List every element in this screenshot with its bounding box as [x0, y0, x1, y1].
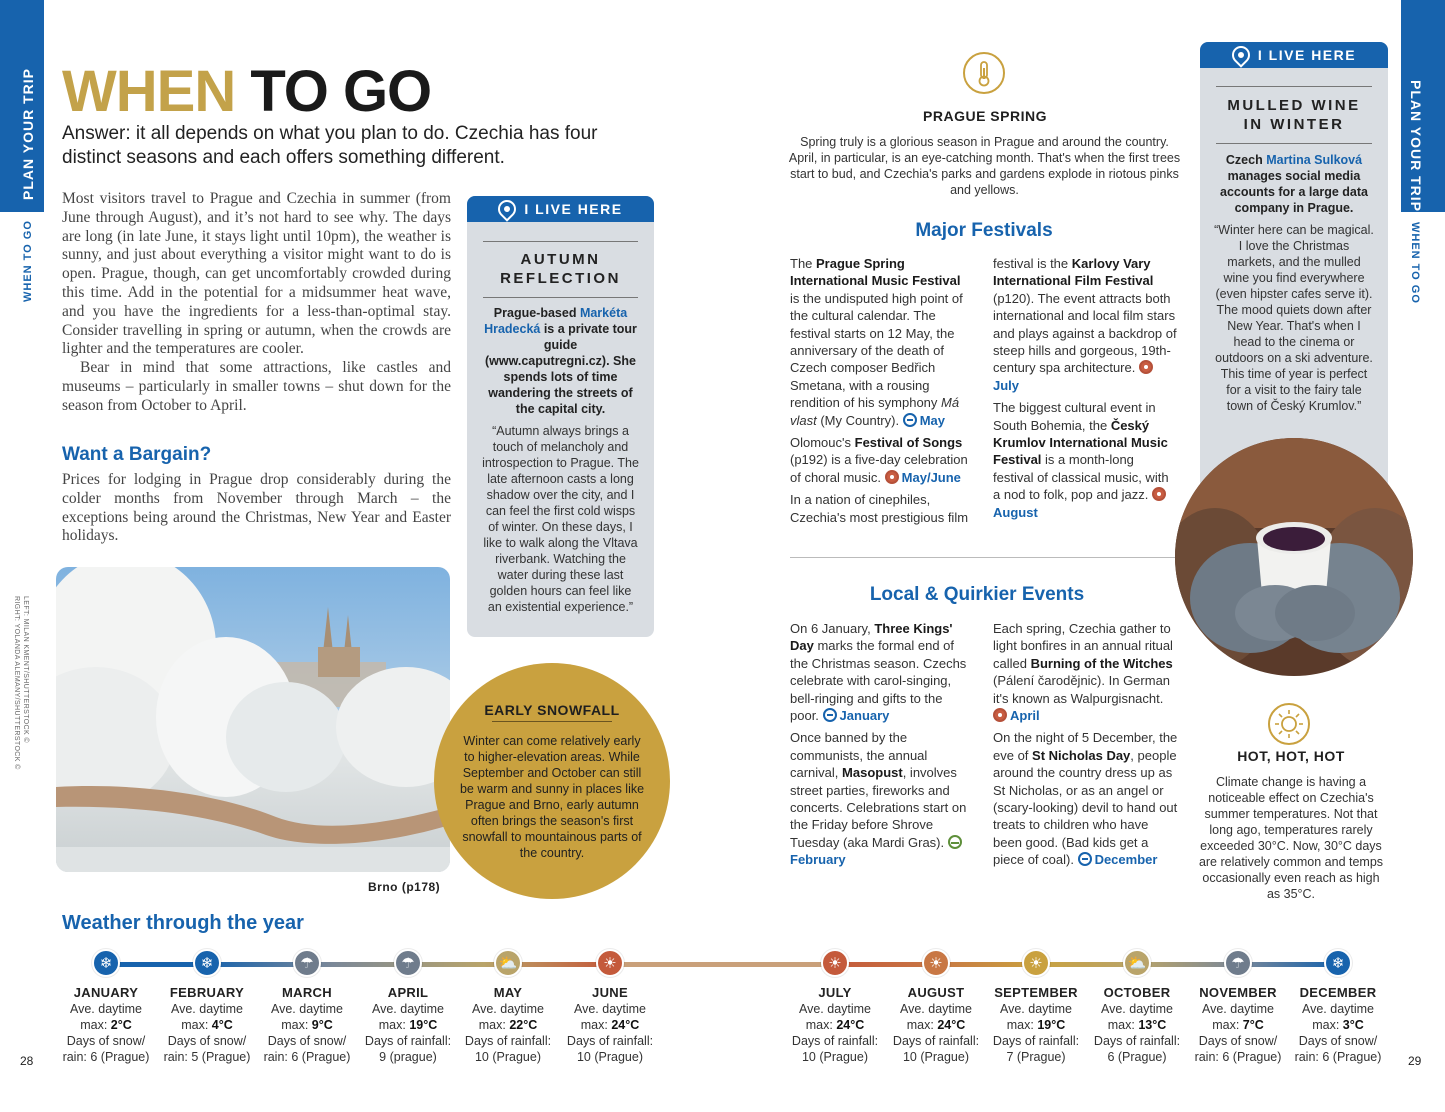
weather-month-november	[1190, 985, 1286, 1065]
max-temp-value: 24°C	[836, 1018, 865, 1032]
max-temp-value: 19°C	[409, 1018, 438, 1032]
mulled-wine-illustration	[1175, 438, 1413, 676]
max-temp-line	[1290, 1017, 1386, 1033]
text: The biggest cultural event in South Bohemia, the	[993, 400, 1156, 433]
month-name: NOVEMBER	[1199, 985, 1277, 1000]
month-tag: August	[993, 504, 1038, 520]
calendar-icon	[903, 413, 917, 427]
max-temp-value: 9°C	[311, 1018, 333, 1032]
weather-month-may	[460, 985, 556, 1065]
precip-value: 10 (Prague)	[902, 1050, 969, 1064]
brno-winter-photo	[56, 567, 450, 872]
winter-title-line2: IN WINTER	[1243, 116, 1345, 133]
weather-label: Ave. daytime	[69, 1002, 143, 1016]
page-title	[62, 58, 431, 125]
month-name: MAY	[493, 985, 523, 1000]
page-number-right: 29	[1408, 1054, 1422, 1068]
hot-text: Climate change is having a noticeable effect on Czechia's summer temperatures. Not that long ago, temperatures rarely exceeded 30°C. Now, 30°C days are relatively common and temps occasionally even reach as high as 35°C.	[1198, 775, 1384, 901]
max-temp-line	[888, 1017, 984, 1033]
autumn-title-line1: AUTUMN	[520, 251, 601, 268]
page-number-left: 28	[20, 1054, 34, 1068]
mulled-wine-photo	[1175, 438, 1413, 676]
guide-name: Markéta Hradecká	[484, 306, 628, 336]
weather-month-september	[988, 985, 1084, 1065]
max-temp-value: 19°C	[1037, 1018, 1066, 1032]
text: is a month-long festival of classical music, with a nod to folk, pop and jazz.	[993, 452, 1169, 503]
thermometer-glyph	[965, 54, 1003, 92]
festival-of-songs	[790, 434, 972, 486]
month-name: FEBRUARY	[169, 985, 245, 1000]
precip-value: 10 (Prague)	[474, 1050, 541, 1064]
month-tag: February	[790, 852, 846, 868]
local-events-column-2	[993, 620, 1179, 869]
month-name: APRIL	[387, 985, 429, 1000]
text: festival is the	[993, 256, 1072, 271]
event-name: Burning of the Witches	[1030, 655, 1173, 671]
body-text	[62, 190, 451, 416]
text: , people around the country dress up as St Nicholas, or as an angel or (scary-looking) devil to hand out treats to children who have been good. (Bad kids get a piece of coal).	[993, 747, 1178, 868]
text: On the night of 5 December, the eve of	[993, 730, 1178, 763]
text: The	[790, 256, 817, 271]
weather-label: Ave. daytime	[170, 1002, 244, 1016]
weather-timeline-right	[836, 962, 1338, 967]
sun-glyph	[1270, 705, 1308, 743]
photo-credit	[12, 596, 30, 770]
precip-label: Days of snow/	[267, 1034, 347, 1048]
intro-post: manages social media accounts for a large data company in Prague.	[1220, 169, 1368, 215]
event-st-nicholas	[993, 729, 1179, 868]
text: Each spring, Czechia gather to light bonfires in an annual ritual called	[993, 621, 1173, 671]
early-snowfall-circle	[434, 663, 670, 899]
weather-label: Ave. daytime	[999, 1002, 1073, 1016]
max-temp-value: 24°C	[937, 1018, 966, 1032]
major-festivals-column-2	[993, 255, 1177, 521]
precip-label: Days of snow/	[167, 1034, 247, 1048]
sun-cloud-icon: ⛅	[494, 949, 522, 977]
winter-quote: “Winter here can be magical. I love the Christmas markets, and the mulled wine you find everywhere (even hipster cafes serve it). The mood quiets down after New Year. That's when I head to the cinema or outdoors on a ski adventure. This time of year is perfect for a visit to the fairy tale town of Český Krumlov.”	[1214, 223, 1374, 413]
precip-value: 10 (Prague)	[576, 1050, 643, 1064]
precip-value: rain: 6 (Prague)	[1294, 1050, 1382, 1064]
festival-cesky-krumlov	[993, 399, 1177, 521]
month-name: OCTOBER	[1103, 985, 1171, 1000]
precip-label: Days of rainfall:	[566, 1034, 654, 1048]
calendar-icon	[1078, 852, 1092, 866]
divider	[492, 721, 612, 722]
live-here-header	[1200, 42, 1388, 68]
precip-label: Days of rainfall:	[1093, 1034, 1181, 1048]
sun-icon: ☀	[1022, 949, 1050, 977]
calendar-icon	[993, 708, 1007, 722]
festival-name: Český Krumlov International Music Festival	[993, 417, 1168, 468]
max-label: max:	[805, 1018, 837, 1032]
max-temp-value: 13°C	[1138, 1018, 1167, 1032]
max-temp-value: 4°C	[211, 1018, 233, 1032]
weather-month-december	[1290, 985, 1386, 1065]
max-label: max:	[1212, 1018, 1243, 1032]
month-name: MARCH	[282, 985, 332, 1000]
live-here-label: I LIVE HERE	[1257, 47, 1357, 63]
text: (p192) is a five-day celebration of choral music.	[790, 452, 968, 485]
weather-label: Ave. daytime	[371, 1002, 445, 1016]
early-snowfall-text: Winter can come relatively early to higher-elevation areas. While September and October can still be warm and sunny in places like Prague and Brno, early autumn often brings the season's first snowfall to mountainous parts of the country.	[459, 734, 645, 860]
snowflake-icon: ❄	[1324, 949, 1352, 977]
photo-caption: Brno (p178)	[368, 880, 441, 894]
hot-title: HOT, HOT, HOT	[1237, 748, 1345, 764]
precip-label: Days of snow/	[66, 1034, 146, 1048]
text: , involves street parties, fireworks and concerts. Celebrations start on the Friday before Shrove Tuesday (aka Mardi Gras).	[790, 765, 967, 850]
max-label: max:	[580, 1018, 612, 1032]
month-name: JANUARY	[73, 985, 139, 1000]
max-label: max:	[378, 1018, 410, 1032]
text: is the undisputed high point of the cultural calendar. The festival starts on 12 May, the anniversary of the death of Czech composer Bedřich Smetana, with a rousing rendition of his symphony	[790, 290, 963, 411]
max-temp-value: 22°C	[509, 1018, 538, 1032]
event-name: St Nicholas Day	[1032, 747, 1131, 763]
title-word-when: WHEN	[62, 59, 236, 124]
max-temp-line	[259, 1017, 355, 1033]
weather-month-july	[787, 985, 883, 1065]
precip-value: 7 (Prague)	[1006, 1050, 1066, 1064]
sun-icon: ☀	[821, 949, 849, 977]
autumn-quote: “Autumn always brings a touch of melancholy and introspection to Prague. The late afternoon casts a long shadow over the city, and I can feel the first cold wisps of winter. On these days, I like to walk along the Vltava riverbank. Watching the water during these last golden hours can feel like an existential experience.”	[482, 424, 639, 614]
early-snowfall-title: EARLY SNOWFALL	[484, 702, 620, 718]
prague-spring-text: Spring truly is a glorious season in Prague and around the country. April, in particular, is an eye-catching month. That's when the first trees start to bud, and Czechia's parks and gardens explode in riotous pinks and yellows.	[788, 135, 1181, 197]
precip-value: rain: 5 (Prague)	[163, 1050, 251, 1064]
weather-label: Ave. daytime	[899, 1002, 973, 1016]
weather-month-august	[888, 985, 984, 1065]
sun-icon: ☀	[596, 949, 624, 977]
event-name: Masopust	[842, 765, 903, 781]
precip-label: Days of rainfall:	[892, 1034, 980, 1048]
max-label: max:	[181, 1018, 212, 1032]
festival-prague-spring	[790, 255, 972, 429]
max-label: max:	[478, 1018, 510, 1032]
precip-value: 6 (Prague)	[1107, 1050, 1167, 1064]
cloud-rain-icon: ☂	[394, 949, 422, 977]
max-temp-value: 7°C	[1242, 1018, 1264, 1032]
intro-post: is a private tour guide (www.caputregni.cz). She spends lots of time wandering the streets of the capital city.	[485, 322, 637, 416]
max-temp-line	[562, 1017, 658, 1033]
text: (p120). The event attracts both international and local film stars and plays against a backdrop of steep hills and gorgeous, 19th-century spa architecture.	[993, 290, 1177, 376]
precip-label: Days of rainfall:	[364, 1034, 452, 1048]
italic-title: Má vlast	[790, 395, 960, 428]
max-temp-line	[1190, 1017, 1286, 1033]
festival-name: Karlovy Vary International Film Festival	[993, 256, 1154, 289]
cloud-rain-icon: ☂	[293, 949, 321, 977]
weather-timeline-middle	[610, 962, 836, 967]
max-label: max:	[1312, 1018, 1343, 1032]
precip-label: Days of rainfall:	[791, 1034, 879, 1048]
bargain-heading: Want a Bargain?	[62, 444, 212, 465]
snowflake-icon: ❄	[92, 949, 120, 977]
max-label: max:	[281, 1018, 312, 1032]
precip-label: Days of snow/	[1298, 1034, 1378, 1048]
weather-label: Ave. daytime	[471, 1002, 545, 1016]
weather-month-february	[159, 985, 255, 1065]
festival-name: Festival of Songs	[854, 435, 963, 451]
local-events-heading: Local & Quirkier Events	[869, 584, 1085, 605]
weather-label: Ave. daytime	[1301, 1002, 1375, 1016]
calendar-icon	[823, 708, 837, 722]
month-name: SEPTEMBER	[994, 985, 1078, 1000]
snowflake-icon: ❄	[193, 949, 221, 977]
max-temp-line	[58, 1017, 154, 1033]
live-here-header	[467, 196, 654, 222]
month-name: AUGUST	[907, 985, 965, 1000]
weather-label: Ave. daytime	[1201, 1002, 1275, 1016]
map-pin-icon	[495, 196, 520, 221]
major-festivals-heading: Major Festivals	[915, 220, 1053, 241]
max-label: max:	[906, 1018, 938, 1032]
weather-label: Ave. daytime	[1100, 1002, 1174, 1016]
event-three-kings	[790, 620, 972, 724]
max-temp-value: 2°C	[110, 1018, 132, 1032]
max-temp-line	[988, 1017, 1084, 1033]
month-tag: May/June	[901, 469, 961, 485]
max-temp-line	[460, 1017, 556, 1033]
resident-name: Martina Sulková	[1266, 153, 1363, 167]
body-paragraph-2: Bear in mind that some attractions, like castles and museums – particularly in smaller towns – shut down for the season from October to April.	[62, 359, 451, 414]
autumn-intro	[467, 298, 654, 417]
text: On 6 January,	[790, 621, 875, 636]
thermometer-icon	[963, 52, 1005, 94]
cloud-rain-icon: ☂	[1224, 949, 1252, 977]
intro-text: Answer: it all depends on what you plan to do. Czechia has four distinct seasons and each offers something different.	[62, 123, 598, 168]
precip-value: 9 (prague)	[379, 1050, 437, 1064]
right-tab-sublabel: WHEN TO GO	[1409, 222, 1421, 304]
event-name: Three Kings' Day	[790, 621, 953, 654]
festival-karlovy-vary	[993, 255, 1177, 394]
month-name: JUNE	[592, 985, 628, 1000]
calendar-icon	[1152, 487, 1166, 501]
left-tab-label: PLAN YOUR TRIP	[20, 68, 36, 200]
precip-label: Days of snow/	[1198, 1034, 1278, 1048]
right-tab-label: PLAN YOUR TRIP	[1408, 80, 1424, 212]
max-label: max:	[1006, 1018, 1038, 1032]
weather-label: Ave. daytime	[270, 1002, 344, 1016]
event-burning-witches	[993, 620, 1179, 724]
weather-label: Ave. daytime	[573, 1002, 647, 1016]
precip-value: 10 (Prague)	[801, 1050, 868, 1064]
intro-pre: Czech	[1225, 153, 1267, 167]
precip-label: Days of rainfall:	[992, 1034, 1080, 1048]
winter-intro	[1200, 144, 1388, 216]
weather-timeline-left	[106, 962, 610, 967]
text: (Pálení čarodějnic). In German it's known as Walpurgisnacht.	[993, 673, 1171, 706]
winter-title-line1: MULLED WINE	[1227, 97, 1361, 114]
max-label: max:	[80, 1018, 111, 1032]
weather-title: Weather through the year	[62, 912, 304, 934]
max-temp-value: 24°C	[611, 1018, 640, 1032]
body-paragraph-1: Most visitors travel to Prague and Czechia in summer (from June through August), and it’s not hard to see why. The days are long (in late June, it stays light until 10pm), the weather is sunny, and just about everything a visitor might want to do is open. Prague, though, can get uncomfortably crowded during this time. Add in the potential for a midsummer heat wave, and you have the ingredients for a less-than-optimal stay. Consider travelling in spring or autumn, when the crowds are lighter and the temperatures are cooler.	[62, 190, 451, 358]
brno-photo-illustration	[56, 567, 450, 872]
bargain-text: Prices for lodging in Prague drop considerably during the colder months from November through March – the exceptions being around the Christmas, New Year and Easter holidays.	[62, 471, 451, 545]
festival-name: Prague Spring International Music Festival	[790, 256, 961, 289]
event-masopust	[790, 729, 972, 868]
sun-icon: ☀	[922, 949, 950, 977]
month-tag: January	[839, 708, 890, 724]
autumn-title-line2: REFLECTION	[500, 270, 621, 287]
month-tag: May	[919, 412, 945, 428]
weather-month-january	[58, 985, 154, 1065]
sun-cloud-icon: ⛅	[1123, 949, 1151, 977]
text: Once banned by the communists, the annual carnival,	[790, 730, 928, 781]
weather-month-march	[259, 985, 355, 1065]
max-temp-line	[787, 1017, 883, 1033]
text: (My Country).	[816, 412, 900, 428]
max-label: max:	[1107, 1018, 1139, 1032]
map-pin-icon	[1228, 42, 1253, 67]
month-name: JULY	[818, 985, 852, 1000]
sun-icon	[1268, 703, 1310, 745]
major-festivals-column-1	[790, 255, 972, 526]
film-festival-intro: In a nation of cinephiles, Czechia's most prestigious film	[790, 492, 969, 525]
calendar-icon	[1139, 360, 1153, 374]
live-here-label: I LIVE HERE	[524, 201, 623, 217]
left-tab-sublabel: WHEN TO GO	[22, 220, 34, 302]
max-temp-value: 3°C	[1342, 1018, 1364, 1032]
autumn-reflection-box	[467, 196, 654, 637]
max-temp-line	[159, 1017, 255, 1033]
local-events-column-1	[790, 620, 972, 869]
weather-label: Ave. daytime	[798, 1002, 872, 1016]
precip-value: rain: 6 (Prague)	[1194, 1050, 1282, 1064]
intro-pre: Prague-based	[493, 306, 580, 320]
prague-spring-title: PRAGUE SPRING	[923, 108, 1047, 124]
text: marks the formal end of the Christmas season. Czechs celebrate with carol-singing, bell-ringing and gifts to the poor.	[790, 638, 967, 724]
precip-value: rain: 6 (Prague)	[62, 1050, 150, 1064]
section-divider	[790, 557, 1176, 558]
calendar-icon	[948, 835, 962, 849]
title-word-togo: TO GO	[250, 59, 432, 124]
precip-label: Days of rainfall:	[464, 1034, 552, 1048]
weather-month-april	[360, 985, 456, 1065]
weather-month-october	[1089, 985, 1185, 1065]
month-name: DECEMBER	[1299, 985, 1377, 1000]
photo-credit-text: LEFT: MILAN KMENT/SHUTTERSTOCK © RIGHT: YOLANDA ALEMANY/SHUTTERSTOCK ©	[13, 596, 29, 770]
max-temp-line	[1089, 1017, 1185, 1033]
calendar-icon	[885, 470, 899, 484]
precip-value: rain: 6 (Prague)	[263, 1050, 351, 1064]
month-tag: December	[1094, 852, 1158, 868]
month-tag: April	[1010, 708, 1040, 724]
max-temp-line	[360, 1017, 456, 1033]
weather-month-june	[562, 985, 658, 1065]
month-tag: July	[993, 377, 1020, 393]
text: Olomouc's	[790, 435, 855, 451]
